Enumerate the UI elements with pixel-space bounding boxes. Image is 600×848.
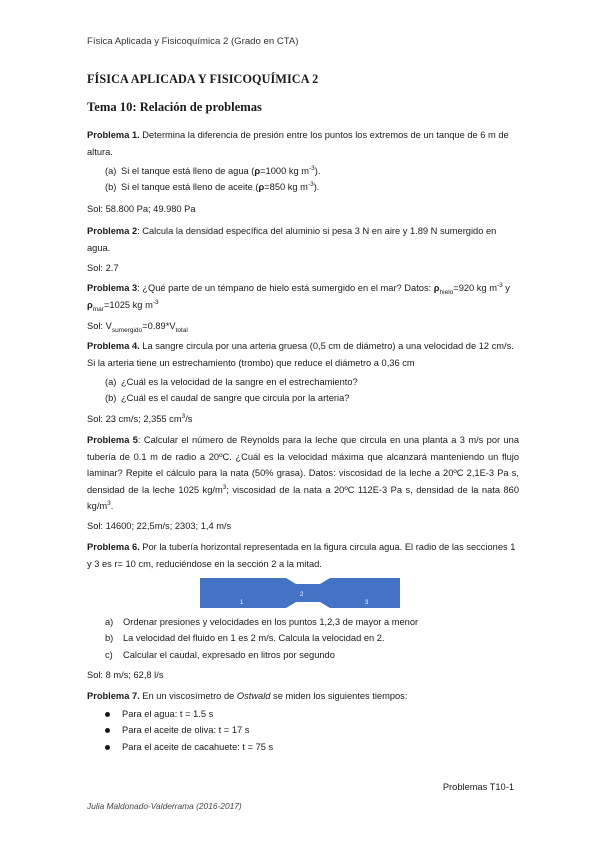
problem-2-text: : Calcula la densidad específica del aluminio si pesa 3 N en aire y 1.89 N sumergido en agua. [87,226,497,253]
section-2-label: 2 [300,592,304,598]
option-marker: b) [105,633,114,644]
problem-4-option-a: (a) ¿Cuál es la velocidad de la sangre en el estrechamiento? [105,374,358,390]
option-marker: (a) [105,377,117,387]
problem-4-label: Problema 4. [87,341,140,351]
problem-3: Problema 3: ¿Qué parte de un témpano de hielo está sumergido en el mar? Datos: $\rho_{hielo}=920$ kg $m^{-3}$ y $\rho_{mar}=1025$ kg $m^{-3}$ [87,281,510,313]
problem-2-label: Problema 2 [87,226,138,236]
problem-6-solution: Sol: 8 m/s; 62,8 l/s [87,670,164,680]
problem-7-times-list [105,706,273,755]
problem-7: Problema 7. En un viscosímetro de Ostwald se miden los siguientes tiempos: [87,691,408,701]
problem-7-label: Problema 7. [87,691,140,701]
section-3-label: 3 [365,600,369,606]
document-subtitle: Tema 10: Relación de problemas [87,100,262,114]
problem-6-text: Por la tubería horizontal representada en la figura circula agua. El radio de las secciones 1 y 3 es r= 10 cm, reduciéndose en la sección 2 a la mitad. [87,542,516,569]
problem-4 [87,338,519,371]
option-marker: a) [105,617,114,627]
problem-1-option-b: (b) Si el tanque está lleno de aceite (ρ=850 kg $m^{-3}$). [105,179,320,195]
problem-1-option-a: (a) Si el tanque está lleno de agua (ρ=1000 kg $m^{-3}$). [105,163,320,179]
option-marker: (a) [105,166,117,176]
list-item: Para el aceite de cacahuete: t = 75 s [105,739,273,755]
problem-4-options [105,374,358,407]
list-item: Para el agua: t = 1.5 s [105,706,273,722]
option-marker: (b) [105,182,117,193]
problem-1-text: Determina la diferencia de presión entre los puntos los extremos de un tanque de 6 m de altura. [87,130,509,157]
problem-5-solution: Sol: 14600; 22,5m/s; 2303; 1,4 m/s [87,521,232,531]
problem-1-label: Problema 1. [87,130,140,140]
footer-author: Julia Maldonado-Valderrama (2016-2017) [87,801,242,811]
problem-6 [87,539,519,572]
problem-4-text: La sangre circula por una arteria gruesa (0,5 cm de diámetro) a una velocidad de 12 cm/s. Si la arteria tiene un estrechamiento (trombo) que reduce el diámetro a 0,36 cm [87,341,514,368]
problem-2 [87,223,519,256]
document-title: FÍSICA APLICADA Y FISICOQUÍMICA 2 [87,72,319,86]
problem-6-option-c: c) Calcular el caudal, expresado en litros por segundo [105,647,418,663]
problem-4-option-b: (b) ¿Cuál es el caudal de sangre que circula por la arteria? [105,390,358,406]
section-1-label: 1 [240,600,244,606]
problem-3-solution: Sol: $V_{sumergido}=0.89*V_{total}$ [87,321,188,334]
pipe-figure [200,578,400,608]
problem-1-options [105,163,320,196]
problem-4-solution: Sol: 23 cm/s; 2,355 $cm^3/s$ [87,412,193,424]
problem-6-option-b: b) La velocidad del fluido en 1 es 2 m/s. Calcula la velocidad en 2. [105,630,418,646]
option-marker: (b) [105,393,117,404]
problem-5: Problema 5: Calcular el número de Reynolds para la leche que circula en una planta a 3 m/s por una tubería de 0.1 m de radio a 20ºC. ¿Cuál es la velocidad máxima que alcanzará manteniendo un flujo laminar? Repite el cálculo para la nata (50% grasa). Datos: viscosidad de la leche a 20ºC 2,1E-3 Pa s, densidad de la leche 1025 $kg/m^3$; viscosidad de la nata a 20ºC 112E-3 Pa s, densidad de la nata 860 $kg/m^3$. [87,435,520,511]
problem-6-options [105,614,418,663]
bullet-icon [105,728,110,733]
running-header: Física Aplicada y Fisicoquímica 2 (Grado en CTA) [87,36,299,47]
problem-6-option-a: a) Ordenar presiones y velocidades en los puntos 1,2,3 de mayor a menor [105,614,418,630]
option-marker: c) [105,649,113,660]
problem-5-label: Problema 5 [87,435,138,445]
list-item: Para el aceite de oliva: t = 17 s [105,722,273,738]
problem-2-solution: Sol: 2.7 [87,263,119,273]
problem-6-label: Problema 6. [87,542,140,552]
problem-3-label: Problema 3 [87,283,138,293]
page-number: Problemas T10-1 [442,782,514,792]
problem-1-solution: Sol: 58.800 Pa; 49.980 Pa [87,204,196,214]
bullet-icon [105,745,110,750]
bullet-icon [105,712,110,717]
problem-1 [87,127,519,160]
